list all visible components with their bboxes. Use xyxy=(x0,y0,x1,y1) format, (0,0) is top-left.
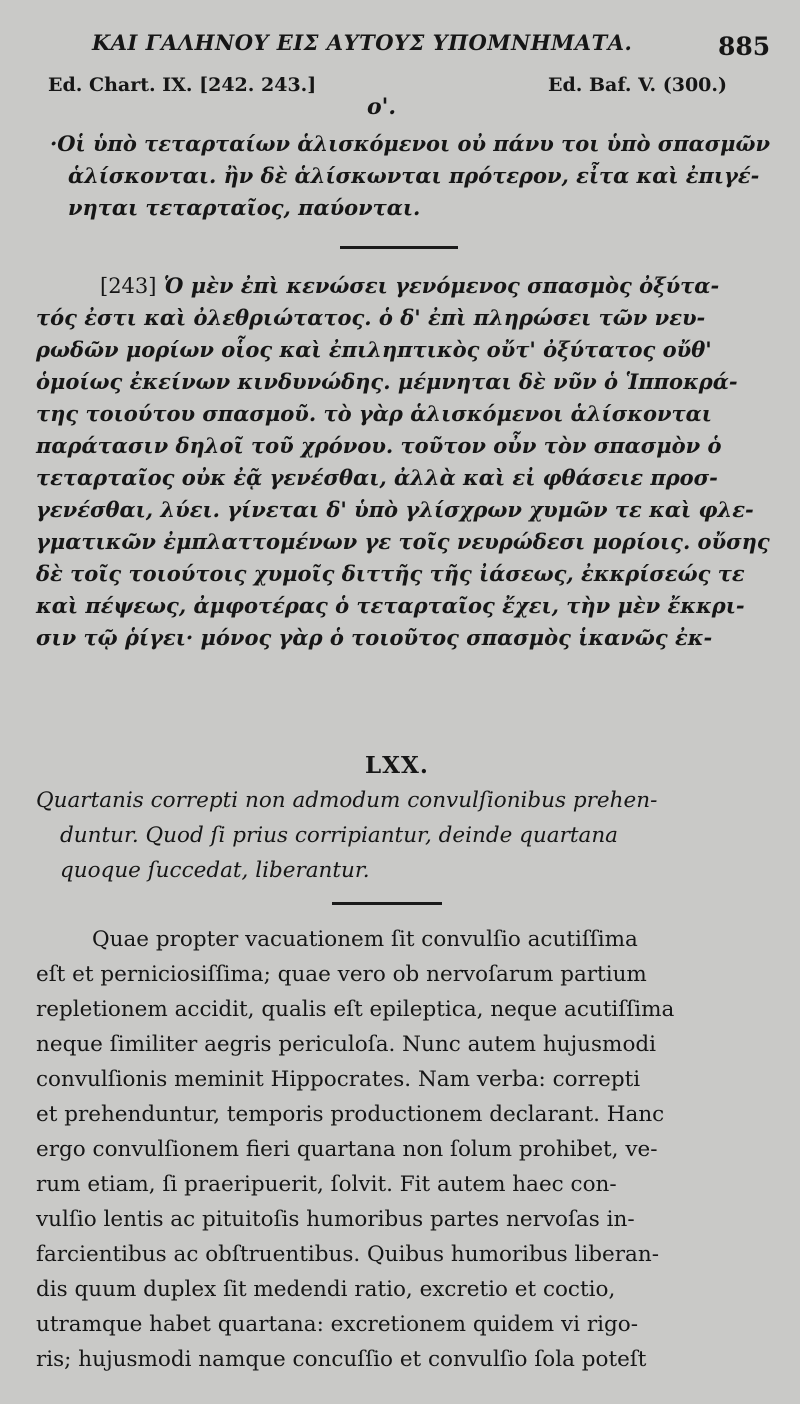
edition-reference-left: Ed. Chart. IX. [242. 243.] xyxy=(48,74,317,96)
latin-commentary-line: neque ſimiliter aegris periculoſa. Nunc autem hujusmodi xyxy=(36,1032,657,1057)
edition-reference-right: Ed. Baf. V. (300.) xyxy=(548,74,727,96)
greek-commentary-line: σιν τῷ ῥίγει· μόνος γὰρ ὁ τοιοῦτος σπασμὸς ἱκανῶς ἐκ- xyxy=(36,625,713,650)
latin-aphorism-line: quoque ſuccedat, liberantur. xyxy=(60,858,370,883)
running-title: ΚΑΙ ΓΑΛΗΝΟΥ ΕΙΣ ΑΥΤΟΥΣ ΥΠΟΜΝΗΜΑΤΑ. xyxy=(92,30,633,55)
greek-commentary-line: γματικῶν ἐμπλαττομένων γε τοῖς νευρώδεσι μορίοις. οὔσης xyxy=(36,529,770,554)
latin-commentary-line: utramque habet quartana: excretionem quidem vi rigo- xyxy=(36,1312,638,1337)
latin-commentary-line: eſt et perniciosiſſima; quae vero ob nervoſarum partium xyxy=(36,962,647,987)
greek-commentary-line: δὲ τοῖς τοιούτοις χυμοῖς διττῆς τῆς ἰάσεως, ἐκκρίσεώς τε xyxy=(36,561,745,586)
greek-commentary-line: της τοιούτου σπασμοῦ. τὸ γὰρ ἁλισκόμενοι ἁλίσκονται xyxy=(36,401,712,426)
latin-commentary-line: vulſio lentis ac pituitoſis humoribus partes nervoſas in- xyxy=(36,1207,635,1232)
greek-aphorism-line: νηται τεταρταῖος, παύονται. xyxy=(67,195,421,220)
latin-commentary-line: ergo convulſionem fieri quartana non ſolum prohibet, ve- xyxy=(36,1137,658,1162)
latin-commentary-line: farcientibus ac obſtruentibus. Quibus humoribus liberan- xyxy=(36,1242,659,1267)
latin-commentary-line: et prehenduntur, temporis productionem declarant. Hanc xyxy=(36,1102,665,1127)
latin-commentary-line: dis quum duplex ſit medendi ratio, excretio et coctio, xyxy=(36,1277,616,1302)
greek-commentary-line: καὶ πέψεως, ἀμφοτέρας ὁ τεταρταῖος ἔχει, τὴν μὲν ἔκκρι- xyxy=(36,593,745,618)
latin-commentary-line: repletionem accidit, qualis eſt epileptica, neque acutiſſima xyxy=(36,997,675,1022)
greek-commentary-line: ὁμοίως ἐκείνων κινδυνώδης. μέμνηται δὲ νῦν ὁ Ἱπποκρά- xyxy=(36,369,738,394)
latin-commentary-line: convulſionis meminit Hippocrates. Nam verba: correpti xyxy=(36,1067,641,1092)
latin-commentary xyxy=(36,922,674,1377)
page-number: 885 xyxy=(718,32,771,61)
latin-aphorism-line: duntur. Quod ſi prius corripiantur, deinde quartana xyxy=(60,823,618,848)
greek-commentary xyxy=(36,270,770,654)
greek-commentary-line: ρωδῶν μορίων οἷος καὶ ἐπιληπτικὸς οὔτ' ὀξύτατος οὔθ' xyxy=(36,337,712,362)
latin-section-heading: LXX. xyxy=(365,752,429,779)
greek-aphorism-line: ἁλίσκονται. ἢν δὲ ἁλίσκωνται πρότερον, εἶτα καὶ ἐπιγέ- xyxy=(67,163,760,188)
greek-commentary-line: τός ἐστι καὶ ὀλεθριώτατος. ὁ δ' ἐπὶ πληρώσει τῶν νευ- xyxy=(36,305,706,330)
section-divider xyxy=(340,246,458,249)
greek-section-number: ο'. xyxy=(367,94,397,120)
section-divider xyxy=(332,902,442,905)
greek-commentary-line: παράτασιν δηλοῖ τοῦ χρόνου. τοῦτον οὖν τὸν σπασμὸν ὁ xyxy=(36,433,722,458)
latin-commentary-line: ris; hujusmodi namque concuſſio et convulſio ſola poteſt xyxy=(36,1347,647,1372)
latin-aphorism-line: Quartanis correpti non admodum convulſionibus prehen- xyxy=(36,788,658,813)
page-marker: [243] xyxy=(100,274,157,298)
greek-commentary-line: γενέσθαι, λύει. γίνεται δ' ὑπὸ γλίσχρων χυμῶν τε καὶ φλε- xyxy=(36,497,754,522)
latin-aphorism xyxy=(36,783,658,888)
latin-commentary-line: Quae propter vacuationem ſit convulſio acutiſſima xyxy=(92,927,638,952)
latin-commentary-line: rum etiam, ſi praeripuerit, ſolvit. Fit autem haec con- xyxy=(36,1172,617,1197)
greek-commentary-line: [243] Ὁ μὲν ἐπὶ κενώσει γενόμενος σπασμὸς ὀξύτα- xyxy=(100,273,720,298)
greek-commentary-line: τεταρταῖος οὐκ ἐᾷ γενέσθαι, ἀλλὰ καὶ εἰ φθάσειε προσ- xyxy=(36,465,718,490)
greek-aphorism-line: ·Οἱ ὑπὸ τεταρταίων ἁλισκόμενοι οὐ πάνυ τοι ὑπὸ σπασμῶν xyxy=(50,131,771,156)
greek-aphorism xyxy=(50,128,771,224)
